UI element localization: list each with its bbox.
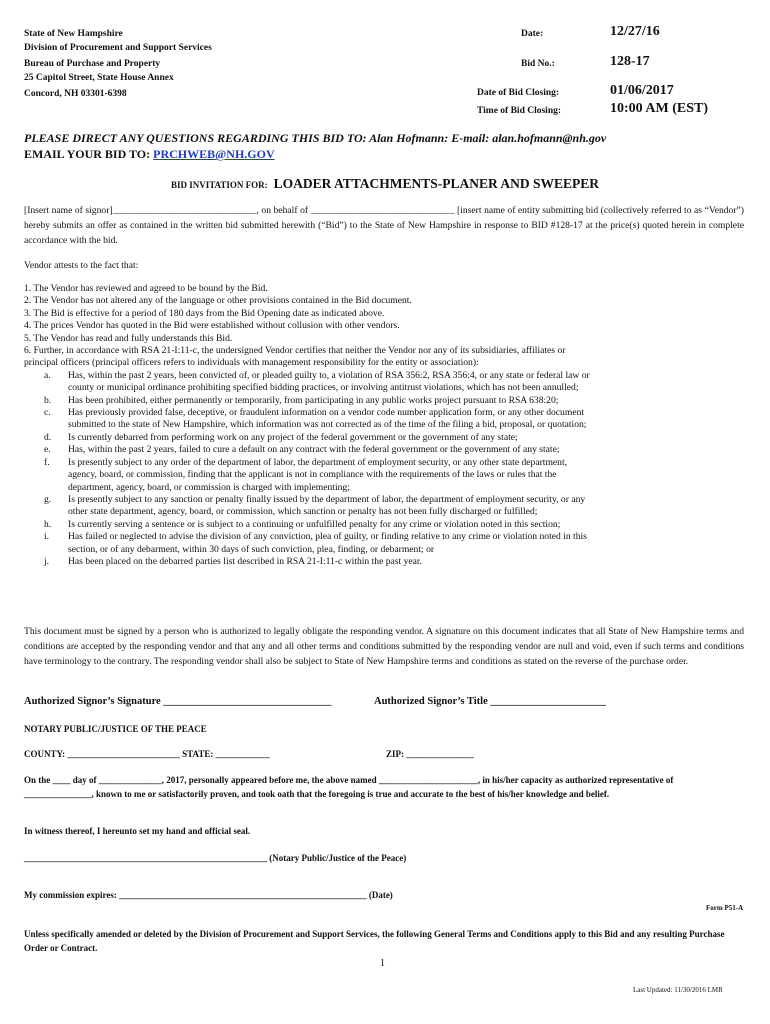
sub-list-label: h. (44, 518, 52, 530)
sub-list-text: Has, within the past 2 years, been convicted of, or pleaded guilty to, a violation of RSA 356:2, RSA 356:4, or any state or federal law or (68, 369, 590, 381)
sub-list-label: i. (44, 531, 50, 543)
sub-list-text: other state department, agency, board, or commission, which sanction or penalty has not been fully discharged or fulfilled; (68, 506, 538, 518)
sub-list-label: a. (44, 369, 51, 381)
list-item: 1. The Vendor has reviewed and agreed to be bound by the Bid. (24, 283, 268, 294)
notary-signature-line[interactable]: ______________________________________________________ (Notary Public/Justice of the Peace) (24, 853, 407, 863)
sub-list-label: j. (44, 555, 50, 567)
agency-line: Bureau of Purchase and Property (24, 59, 161, 69)
sub-list-item (24, 395, 744, 407)
sub-list-text: Is presently subject to any sanction or penalty finally issued by the department of labor, the department of employment security, or any (68, 493, 586, 505)
sub-list-item (24, 457, 744, 494)
certification-sublist (24, 370, 744, 569)
intro-paragraph: [Insert name of signor]______________________________, on behalf of ______________________________ [insert name of entity submitting bid (collectively referred to as “Vendor”) hereby submits an offer as contained in the written bid submitted herewith (“Bid”) to the State of New Hampshire in response to BID #128-17 at the price(s) quoted herein in complete accordance with the bid. (24, 205, 744, 246)
sub-list-item (24, 494, 744, 519)
sub-list-item (24, 519, 744, 531)
sub-list-item (24, 444, 744, 456)
sub-list-text: Has failed or neglected to advise the division of any conviction, plea of guilty, or finding relative to any crime or violation noted in this (68, 531, 587, 543)
county-state-line[interactable]: COUNTY: _________________________ STATE: ____________ (24, 749, 270, 759)
closing-time-value: 10:00 AM (EST) (610, 101, 708, 116)
email-bid-label: EMAIL YOUR BID TO: (24, 147, 154, 161)
sub-list-text: county or municipal ordinance prohibiting specified bidding practices, or involving antitrust violations, which has not been annulled; (68, 382, 579, 394)
sub-list-item (24, 407, 744, 432)
signor-signature-line[interactable]: Authorized Signor’s Signature ________________________________ (24, 696, 332, 707)
list-item: 6. Further, in accordance with RSA 21-I:11-c, the undersigned Vendor certifies that neither the Vendor nor any of its subsidiaries, affiliates or (24, 345, 566, 357)
signing-paragraph: This document must be signed by a person who is authorized to legally obligate the responding vendor. A signature on this document indicates that all State of New Hampshire terms and conditions are accepted by the responding vendor and that any and all other terms and conditions submitted by the responding vendor are null and void, even if such terms and conditions have terminology to the contrary. The responding vendor shall also be subject to State of New Hampshire terms and conditions as stated on the reverse of the purchase order. (24, 626, 744, 667)
sub-list-item (24, 556, 744, 568)
bid-title-prefix: BID INVITATION FOR: (170, 180, 268, 190)
bid-number-label: Bid No.: (521, 59, 555, 69)
sub-list-text: department, agency, board, or commission is charged with implementing; (68, 481, 350, 493)
bid-title-main: LOADER ATTACHMENTS-PLANER AND SWEEPER (273, 176, 600, 191)
list-item: 3. The Bid is effective for a period of 180 days from the Bid Opening date as indicated above. (24, 307, 385, 319)
sub-list-text: Is presently subject to any order of the department of labor, the department of employment security, or any other state department, (68, 456, 568, 468)
agency-line: State of New Hampshire (24, 29, 123, 39)
list-item: 2. The Vendor has not altered any of the language or other provisions contained in the Bid document. (24, 295, 412, 307)
sub-list-label: g. (44, 493, 52, 505)
sub-list-label: e. (44, 444, 51, 456)
agency-line: 25 Capitol Street, State House Annex (24, 73, 174, 83)
sub-list-text: section, or of any debarment, within 30 days of such conviction, plea, finding, or debarment; or (68, 543, 435, 555)
sub-list-label: d. (44, 431, 52, 443)
attestation-list (24, 283, 744, 568)
sub-list-label: b. (44, 394, 52, 406)
questions-contact: PLEASE DIRECT ANY QUESTIONS REGARDING THIS BID TO: Alan Hofmann: E-mail: alan.hofmann@nh.gov (24, 131, 607, 145)
agency-line: Division of Procurement and Support Services (24, 43, 212, 53)
sub-list-text: Has been placed on the debarred parties list described in RSA 21-I:11-c within the past year. (68, 555, 422, 567)
attests-statement: Vendor attests to the fact that: (24, 260, 139, 271)
list-item: principal officers (principal officers refers to individuals with management responsibility for the entity or association): (24, 357, 479, 369)
sub-list-text: Is currently debarred from performing work on any project of the federal government or the government of any state; (68, 431, 518, 443)
sub-list-item (24, 370, 744, 395)
agency-line: Concord, NH 03301-6398 (24, 89, 127, 99)
sub-list-text: Has, within the past 2 years, failed to cure a default on any contract with the federal government or the government of any state; (68, 444, 560, 456)
last-updated: Last Updated: 11/30/2016 LMR (633, 986, 723, 994)
form-label: Form P51-A (706, 904, 744, 912)
email-bid-link[interactable]: PRCHWEB@NH.GOV (153, 147, 275, 161)
signor-title-line[interactable]: Authorized Signor’s Title ______________________ (374, 696, 606, 707)
list-item: 4. The prices Vendor has quoted in the Bid were established without collusion with other vendors. (24, 320, 400, 332)
closing-date-label: Date of Bid Closing: (477, 88, 560, 98)
sub-list-text: Has been prohibited, either permanently or temporarily, from participating in any public works project pursuant to RSA 638:20; (68, 394, 559, 406)
agency-address-block (24, 27, 212, 101)
notary-heading: NOTARY PUBLIC/JUSTICE OF THE PEACE (24, 724, 207, 734)
sub-list-text: agency, board, or commission, finding that the applicant is not in compliance with the requirements of the laws or rules that the (68, 469, 557, 481)
list-item: 5. The Vendor has read and fully understands this Bid. (24, 332, 233, 344)
sub-list-text: Has previously provided false, deceptive, or fraudulent information on a vendor code number application form, or any other document (68, 407, 585, 419)
sub-list-item (24, 432, 744, 444)
witness-statement: In witness thereof, I hereunto set my hand and official seal. (24, 826, 251, 836)
notary-appearance-paragraph: On the ____ day of ______________, 2017, personally appeared before me, the above named ______________________, in his/her capacity as authorized representative of _______________, known to me or satisfactorily proven, and took oath that the foregoing is true and accurate to the best of his/her knowledge and belief. (24, 775, 674, 799)
commission-expires-line[interactable]: My commission expires: _______________________________________________________ (Date) (24, 890, 393, 900)
zip-line[interactable]: ZIP: _______________ (386, 749, 474, 759)
sub-list-item (24, 531, 744, 556)
contact-block (24, 130, 606, 162)
closing-statement: Unless specifically amended or deleted by the Division of Procurement and Support Services, the following General Terms and Conditions apply to this Bid and any resulting Purchase Order or Contract. (24, 929, 725, 953)
page-number: 1 (380, 958, 385, 969)
closing-date-value: 01/06/2017 (610, 83, 674, 98)
date-value: 12/27/16 (610, 24, 660, 39)
sub-list-text: submitted to the state of New Hampshire, which information was not corrected as of the time of the filing a bid, proposal, or quotation; (68, 419, 587, 431)
closing-time-label: Time of Bid Closing: (477, 106, 562, 116)
bid-title (0, 175, 770, 193)
sub-list-text: Is currently serving a sentence or is subject to a continuing or unfulfilled penalty for any crime or violation noted in this section; (68, 518, 561, 530)
sub-list-label: f. (44, 456, 50, 468)
sub-list-label: c. (44, 407, 51, 419)
bid-number-value: 128-17 (610, 54, 650, 69)
date-label: Date: (521, 29, 544, 39)
